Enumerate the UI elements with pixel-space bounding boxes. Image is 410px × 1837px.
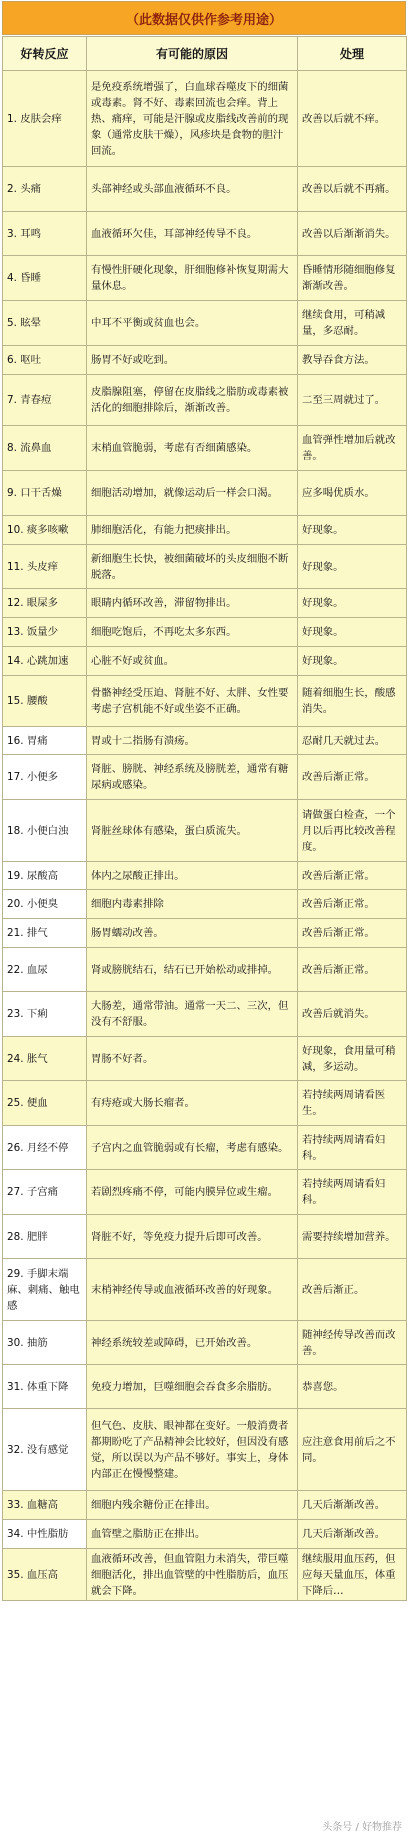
table-row [3, 919, 407, 948]
reaction-cause: 细胞吃饱后，不再吃太多东西。 [87, 618, 298, 647]
table-row [3, 800, 407, 862]
reaction-cause: 细胞活动增加，就像运动后一样会口渴。 [87, 471, 298, 516]
reaction-action: 好现象。 [298, 545, 407, 589]
reaction-name: 31. 体重下降 [3, 1365, 87, 1409]
reaction-cause: 免疫力增加，巨噬细胞会吞食多余脂肪。 [87, 1365, 298, 1409]
table-row [3, 545, 407, 589]
table-row [3, 1037, 407, 1081]
reaction-action: 随神经传导改善而改善。 [298, 1321, 407, 1365]
reaction-action: 几天后渐渐改善。 [298, 1520, 407, 1549]
reaction-name: 14. 心跳加速 [3, 647, 87, 676]
reaction-cause: 大肠差，通常带油。通常一天二、三次，但没有不舒服。 [87, 992, 298, 1037]
reaction-name: 17. 小便多 [3, 755, 87, 800]
table-header-row [3, 37, 407, 71]
reaction-action: 请做蛋白检查，一个月以后再比较改善程度。 [298, 800, 407, 862]
reaction-action: 改善后渐正常。 [298, 919, 407, 948]
table-row [3, 755, 407, 800]
table-row [3, 167, 407, 212]
reaction-cause: 末梢血管脆弱，考虑有否细菌感染。 [87, 426, 298, 471]
reaction-action: 昏睡情形随细胞修复渐渐改善。 [298, 256, 407, 301]
reaction-cause: 肾脏、膀胱、神经系统及膀胱差，通常有糖尿病或感染。 [87, 755, 298, 800]
reaction-action: 随着细胞生长，酸感消失。 [298, 676, 407, 727]
reaction-name: 28. 肥胖 [3, 1215, 87, 1259]
reaction-cause: 中耳不平衡或贫血也会。 [87, 301, 298, 346]
reaction-name: 35. 血压高 [3, 1549, 87, 1601]
table-row [3, 890, 407, 919]
reaction-action: 继续服用血压药，但应每天量血压，体重下降后… [298, 1549, 407, 1601]
reaction-action: 好现象。 [298, 647, 407, 676]
reaction-name: 11. 头皮痒 [3, 545, 87, 589]
reaction-name: 32. 没有感觉 [3, 1409, 87, 1491]
reaction-cause: 胃或十二指肠有溃疡。 [87, 727, 298, 755]
table-row [3, 589, 407, 618]
reaction-cause: 子宫内之血管脆弱或有长瘤，考虑有感染。 [87, 1126, 298, 1170]
table-row [3, 1491, 407, 1520]
reaction-action: 若持续两周请看妇科。 [298, 1126, 407, 1170]
table-row [3, 471, 407, 516]
reaction-action: 需要持续增加营养。 [298, 1215, 407, 1259]
reaction-cause: 肺细胞活化，有能力把痰排出。 [87, 516, 298, 545]
reaction-cause: 骨骼神经受压迫、肾脏不好、太胖、女性要考虑子宫机能不好或坐姿不正确。 [87, 676, 298, 727]
header-reaction: 好转反应 [3, 37, 87, 71]
reaction-cause: 头部神经或头部血液循环不良。 [87, 167, 298, 212]
table-row [3, 618, 407, 647]
reaction-action: 改善后渐正常。 [298, 890, 407, 919]
reaction-action: 好现象，食用量可稍减，多运动。 [298, 1037, 407, 1081]
reaction-name: 15. 腰酸 [3, 676, 87, 727]
reaction-name: 2. 头痛 [3, 167, 87, 212]
reaction-action: 改善以后渐渐消失。 [298, 212, 407, 256]
reaction-cause: 肾或膀胱结石，结石已开始松动或排掉。 [87, 948, 298, 992]
reaction-cause: 新细胞生长快，被细菌破坏的头皮细胞不断脱落。 [87, 545, 298, 589]
reaction-action: 应注意食用前后之不同。 [298, 1409, 407, 1491]
reaction-action: 几天后渐渐改善。 [298, 1491, 407, 1520]
reaction-name: 6. 呕吐 [3, 346, 87, 375]
reaction-table [2, 36, 407, 1601]
reaction-action: 教导吞食方法。 [298, 346, 407, 375]
reaction-action: 若持续两周请看妇科。 [298, 1170, 407, 1215]
reaction-cause: 有痔疮或大肠长瘤者。 [87, 1081, 298, 1126]
reaction-cause: 肾脏丝球体有感染，蛋白质流失。 [87, 800, 298, 862]
reaction-action: 好现象。 [298, 618, 407, 647]
reaction-action: 改善以后就不痒。 [298, 71, 407, 167]
reaction-action: 好现象。 [298, 516, 407, 545]
reaction-name: 20. 小便臭 [3, 890, 87, 919]
table-row [3, 1126, 407, 1170]
table-row [3, 1520, 407, 1549]
reaction-name: 24. 胀气 [3, 1037, 87, 1081]
reaction-cause: 血液循环改善，但血管阻力未消失，带巨噬细胞活化，排出血管壁的中性脂肪后，血压就会下降。 [87, 1549, 298, 1601]
table-row [3, 1215, 407, 1259]
reaction-action: 血管弹性增加后就改善。 [298, 426, 407, 471]
table-body [3, 71, 407, 1601]
reaction-action: 改善后渐正常。 [298, 948, 407, 992]
reaction-action: 恭喜您。 [298, 1365, 407, 1409]
table-row [3, 1259, 407, 1321]
reaction-name: 22. 血尿 [3, 948, 87, 992]
reaction-cause: 肠胃不好或吃到。 [87, 346, 298, 375]
table-row [3, 1365, 407, 1409]
reaction-cause: 细胞内残余糖份正在排出。 [87, 1491, 298, 1520]
reaction-name: 4. 昏睡 [3, 256, 87, 301]
reaction-cause: 肠胃蠕动改善。 [87, 919, 298, 948]
reaction-cause: 血管壁之脂肪正在排出。 [87, 1520, 298, 1549]
reaction-name: 34. 中性脂肪 [3, 1520, 87, 1549]
reaction-name: 33. 血糖高 [3, 1491, 87, 1520]
table-row [3, 1170, 407, 1215]
table-row [3, 1409, 407, 1491]
table-row [3, 1081, 407, 1126]
reaction-cause: 但气色、皮肤、眼神都在变好。一般消费者都期盼吃了产品精神会比较好，但因没有感觉，所以误以为产品不够好。事实上，身体内部正在慢慢整建。 [87, 1409, 298, 1491]
reaction-name: 21. 排气 [3, 919, 87, 948]
table-row [3, 727, 407, 755]
reaction-action: 改善后就消失。 [298, 992, 407, 1037]
reaction-cause: 若剧烈疼痛不停，可能内膜异位或生瘤。 [87, 1170, 298, 1215]
table-row [3, 375, 407, 426]
table-row [3, 346, 407, 375]
reaction-name: 18. 小便白浊 [3, 800, 87, 862]
reaction-name: 26. 月经不停 [3, 1126, 87, 1170]
reaction-action: 改善后渐正常。 [298, 755, 407, 800]
watermark: 头条号 / 好物推荐 [322, 1822, 402, 1833]
reaction-name: 10. 痰多咳嗽 [3, 516, 87, 545]
reaction-name: 23. 下痢 [3, 992, 87, 1037]
table-row [3, 426, 407, 471]
reaction-cause: 是免疫系统增强了，白血球吞噬皮下的细菌或毒素。肾不好、毒素回流也会痒。背上热、痛痒，可能是汗腺或皮脂线改善前的现象（通常皮肤干燥），风疹块是食物的胆汁回流。 [87, 71, 298, 167]
table-row [3, 992, 407, 1037]
reaction-name: 1. 皮肤会痒 [3, 71, 87, 167]
table-row [3, 862, 407, 890]
reaction-action: 忍耐几天就过去。 [298, 727, 407, 755]
table-row [3, 1549, 407, 1601]
reaction-action: 继续食用，可稍减量，多忍耐。 [298, 301, 407, 346]
reaction-name: 19. 尿酸高 [3, 862, 87, 890]
reaction-action: 改善以后就不再痛。 [298, 167, 407, 212]
table-row [3, 1321, 407, 1365]
reaction-cause: 神经系统较差或障碍，已开始改善。 [87, 1321, 298, 1365]
reaction-name: 30. 抽筋 [3, 1321, 87, 1365]
table-row [3, 212, 407, 256]
reaction-name: 5. 眩晕 [3, 301, 87, 346]
table-row [3, 647, 407, 676]
reaction-cause: 体内之尿酸正排出。 [87, 862, 298, 890]
reaction-action: 改善后渐正常。 [298, 862, 407, 890]
reaction-name: 13. 饭量少 [3, 618, 87, 647]
reaction-name: 7. 青春痘 [3, 375, 87, 426]
reaction-action: 若持续两周请看医生。 [298, 1081, 407, 1126]
reaction-action: 应多喝优质水。 [298, 471, 407, 516]
reaction-name: 25. 便血 [3, 1081, 87, 1126]
table-row [3, 676, 407, 727]
reaction-action: 二至三周就过了。 [298, 375, 407, 426]
table-row [3, 301, 407, 346]
header-action: 处理 [298, 37, 407, 71]
reaction-cause: 眼睛内循环改善，滞留物排出。 [87, 589, 298, 618]
disclaimer-text: （此数据仅供作参考用途） [125, 12, 282, 28]
reaction-name: 12. 眼屎多 [3, 589, 87, 618]
reaction-name: 3. 耳鸣 [3, 212, 87, 256]
table-row [3, 948, 407, 992]
reaction-cause: 胃肠不好者。 [87, 1037, 298, 1081]
table-row [3, 71, 407, 167]
reaction-cause: 肾脏不好，等免疫力提升后即可改善。 [87, 1215, 298, 1259]
reaction-action: 改善后渐正。 [298, 1259, 407, 1321]
reaction-name: 16. 胃痛 [3, 727, 87, 755]
table-row [3, 256, 407, 301]
table-row [3, 516, 407, 545]
reaction-name: 29. 手脚末端麻、刺痛、触电感 [3, 1259, 87, 1321]
reaction-cause: 心脏不好或贫血。 [87, 647, 298, 676]
reaction-cause: 有慢性肝硬化现象，肝细胞修补恢复期需大量休息。 [87, 256, 298, 301]
reaction-cause: 血液循环欠佳，耳部神经传导不良。 [87, 212, 298, 256]
reaction-name: 8. 流鼻血 [3, 426, 87, 471]
disclaimer-banner [2, 1, 406, 35]
reaction-name: 27. 子宫痛 [3, 1170, 87, 1215]
reaction-action: 好现象。 [298, 589, 407, 618]
reaction-cause: 皮脂腺阻塞，停留在皮脂线之脂肪或毒素被活化的细胞排除后，渐渐改善。 [87, 375, 298, 426]
reaction-name: 9. 口干舌燥 [3, 471, 87, 516]
reaction-cause: 末梢神经传导或血液循环改善的好现象。 [87, 1259, 298, 1321]
reaction-cause: 细胞内毒素排除 [87, 890, 298, 919]
header-cause: 有可能的原因 [87, 37, 298, 71]
